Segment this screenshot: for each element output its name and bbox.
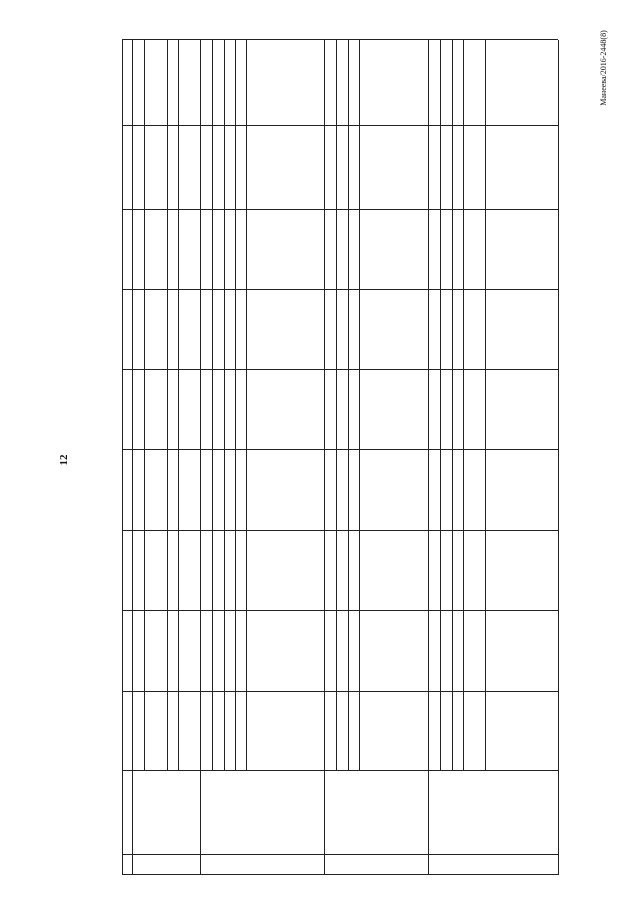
source-cell [440, 694, 451, 769]
value-cell [167, 128, 177, 208]
value-cell [178, 292, 188, 368]
source-cell [325, 694, 336, 769]
source-cell [235, 694, 246, 769]
value-cell [440, 292, 450, 368]
value-cell [224, 613, 234, 690]
value-cell [348, 292, 358, 368]
table-column-line [122, 691, 558, 692]
value-cell [325, 613, 335, 690]
value-cell [348, 613, 358, 690]
value-cell [235, 128, 245, 208]
value-cell [463, 452, 473, 529]
value-cell [201, 533, 211, 609]
value-cell [429, 128, 439, 208]
table-column-line [122, 610, 558, 611]
value-cell [201, 452, 211, 529]
source-cell [133, 694, 144, 769]
section-number [202, 855, 212, 875]
source-cell [224, 694, 235, 769]
value-cell [246, 533, 256, 609]
value-cell [246, 292, 256, 368]
document-code: Манеева/2016-2448(8) [599, 30, 608, 106]
value-cell [246, 128, 256, 208]
table-column-line [122, 289, 558, 290]
value-cell [463, 128, 473, 208]
value-cell [224, 292, 234, 368]
column-number [123, 452, 133, 529]
value-cell [348, 212, 358, 288]
value-cell [133, 292, 143, 368]
value-cell [485, 452, 495, 529]
table-column-line [122, 874, 558, 875]
value-cell [212, 372, 222, 448]
value-cell [167, 452, 177, 529]
source-cell [429, 694, 440, 769]
value-cell [452, 613, 462, 690]
value-cell [325, 292, 335, 368]
value-cell [201, 128, 211, 208]
value-cell [144, 533, 154, 609]
column-number [123, 212, 133, 288]
value-cell [485, 533, 495, 609]
source-cell [246, 694, 257, 769]
value-cell [212, 128, 222, 208]
value-cell [167, 613, 177, 690]
source-cell [212, 694, 223, 769]
source-cell [485, 694, 496, 769]
value-cell [336, 128, 346, 208]
value-cell [224, 212, 234, 288]
value-cell [336, 372, 346, 448]
value-cell [224, 372, 234, 448]
column-number [123, 694, 133, 769]
value-cell [359, 452, 369, 529]
table-column-line [122, 449, 558, 450]
table-bottom-border [558, 40, 559, 875]
value-cell [212, 212, 222, 288]
value-cell [452, 212, 462, 288]
value-cell [348, 533, 358, 609]
value-cell [440, 212, 450, 288]
column-number [123, 292, 133, 368]
value-cell [440, 533, 450, 609]
value-cell [485, 212, 495, 288]
table-column-line [122, 209, 558, 210]
source-cell [463, 694, 485, 769]
table-column-line [122, 770, 558, 771]
source-cell [178, 694, 200, 769]
value-cell [144, 292, 154, 368]
value-cell [144, 372, 154, 448]
value-cell [201, 613, 211, 690]
value-cell [167, 372, 177, 448]
value-cell [485, 128, 495, 208]
value-cell [178, 452, 188, 529]
value-cell [463, 292, 473, 368]
value-cell [463, 613, 473, 690]
value-cell [224, 128, 234, 208]
value-cell [325, 212, 335, 288]
value-cell [167, 212, 177, 288]
table-column-line [122, 530, 558, 531]
section-number [430, 855, 440, 875]
value-cell [224, 533, 234, 609]
value-cell [212, 452, 222, 529]
value-cell [235, 292, 245, 368]
value-cell [235, 452, 245, 529]
value-cell [452, 372, 462, 448]
value-cell [348, 452, 358, 529]
column-number [123, 773, 133, 853]
value-cell [485, 372, 495, 448]
value-cell [336, 613, 346, 690]
value-cell [144, 128, 154, 208]
value-cell [246, 212, 256, 288]
source-cell [336, 694, 347, 769]
value-cell [201, 372, 211, 448]
value-cell [452, 452, 462, 529]
value-cell [348, 372, 358, 448]
table-column-line [122, 39, 558, 40]
value-cell [133, 613, 143, 690]
value-cell [359, 212, 369, 288]
budget-table [88, 40, 579, 875]
value-cell [212, 292, 222, 368]
value-cell [178, 613, 188, 690]
source-cell [201, 694, 212, 769]
value-cell [452, 292, 462, 368]
value-cell [246, 613, 256, 690]
value-cell [201, 212, 211, 288]
value-cell [463, 372, 473, 448]
value-cell [133, 212, 143, 288]
value-cell [440, 372, 450, 448]
value-cell [429, 452, 439, 529]
value-cell [167, 533, 177, 609]
value-cell [429, 533, 439, 609]
column-number [123, 372, 133, 448]
value-cell [325, 372, 335, 448]
value-cell [325, 128, 335, 208]
page-number: 12 [58, 454, 70, 466]
value-cell [429, 292, 439, 368]
value-cell [440, 452, 450, 529]
value-cell [359, 613, 369, 690]
value-cell [485, 613, 495, 690]
value-cell [336, 292, 346, 368]
value-cell [359, 533, 369, 609]
value-cell [235, 372, 245, 448]
table-column-line [122, 854, 558, 855]
section-name [202, 773, 320, 853]
value-cell [212, 613, 222, 690]
value-cell [144, 452, 154, 529]
value-cell [452, 533, 462, 609]
value-cell [144, 212, 154, 288]
value-cell [336, 452, 346, 529]
value-cell [325, 533, 335, 609]
value-cell [235, 613, 245, 690]
value-cell [359, 128, 369, 208]
value-cell [133, 533, 143, 609]
value-cell [133, 372, 143, 448]
source-cell [167, 694, 178, 769]
value-cell [178, 372, 188, 448]
value-cell [463, 212, 473, 288]
value-cell [359, 292, 369, 368]
value-cell [144, 613, 154, 690]
value-cell [336, 212, 346, 288]
source-cell [348, 694, 359, 769]
value-cell [429, 372, 439, 448]
value-cell [348, 128, 358, 208]
value-cell [429, 212, 439, 288]
value-cell [440, 128, 450, 208]
value-cell [336, 533, 346, 609]
value-cell [178, 533, 188, 609]
value-cell [224, 452, 234, 529]
source-cell [144, 694, 166, 769]
value-cell [178, 212, 188, 288]
column-number [123, 857, 133, 873]
value-cell [246, 372, 256, 448]
table-column-line [122, 369, 558, 370]
section-name [430, 773, 542, 853]
section-name [326, 773, 424, 853]
source-cell [359, 694, 370, 769]
value-cell [463, 533, 473, 609]
source-cell [452, 694, 463, 769]
value-cell [201, 292, 211, 368]
value-cell [440, 613, 450, 690]
column-number [123, 533, 133, 609]
value-cell [452, 128, 462, 208]
column-number [123, 128, 133, 208]
value-cell [359, 372, 369, 448]
table-column-line [122, 125, 558, 126]
column-number [123, 613, 133, 690]
value-cell [485, 292, 495, 368]
value-cell [235, 212, 245, 288]
value-cell [167, 292, 177, 368]
value-cell [235, 533, 245, 609]
value-cell [429, 613, 439, 690]
value-cell [212, 533, 222, 609]
value-cell [246, 452, 256, 529]
value-cell [133, 452, 143, 529]
value-cell [133, 128, 143, 208]
section-number [326, 855, 336, 875]
value-cell [325, 452, 335, 529]
value-cell [178, 128, 188, 208]
